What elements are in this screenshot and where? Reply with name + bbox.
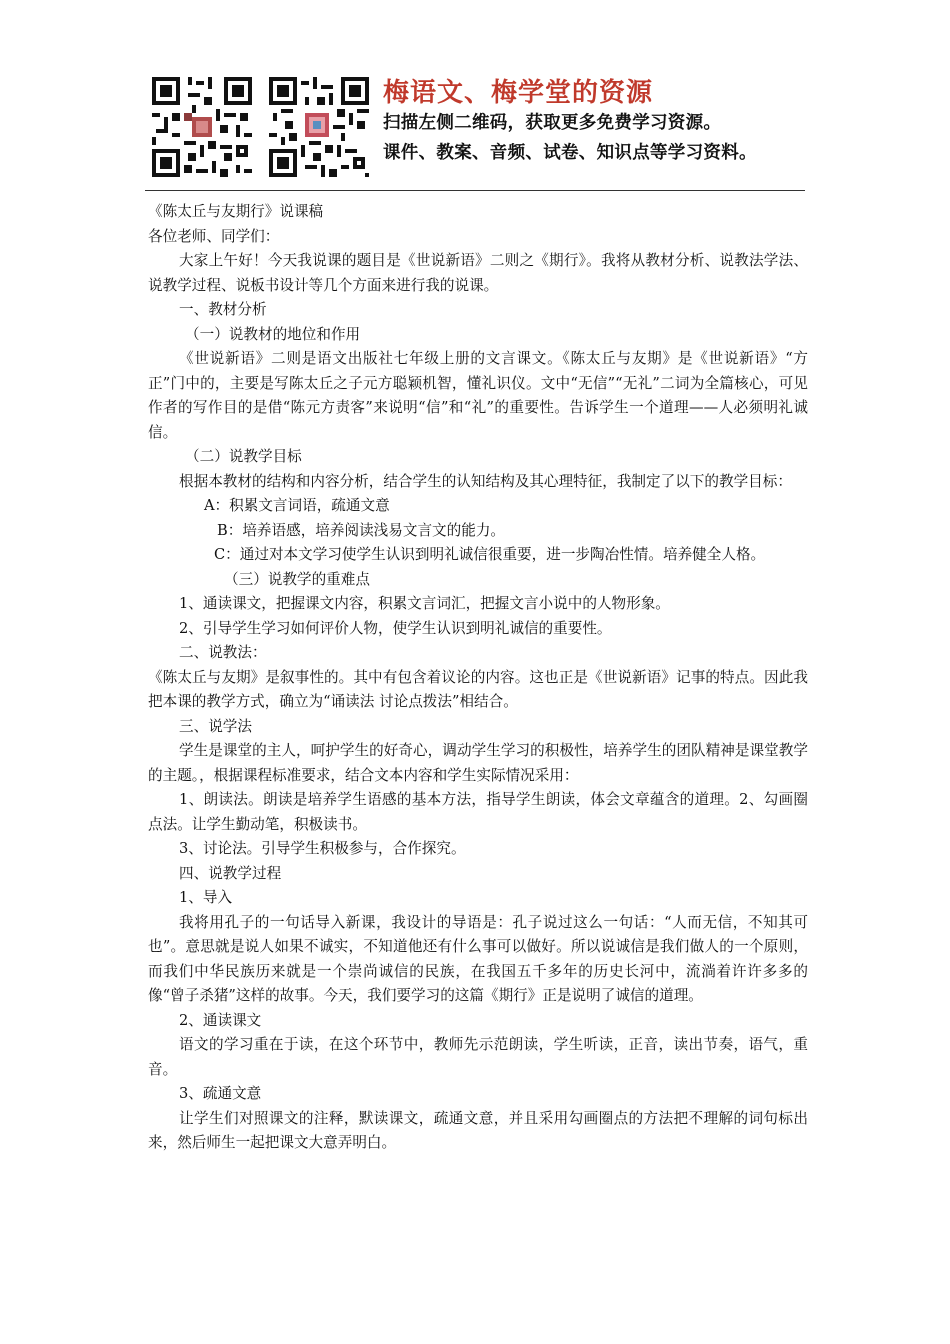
intro-paragraph: 大家上午好！今天我说课的题目是《世说新语》二则之《期行》。我将从教材分析、说教法学法、说教学过程、说板书设计等几个方面来进行我的说课。: [148, 252, 808, 294]
goal-b: B：培养语感，培养阅读浅易文言文的能力。: [217, 521, 506, 539]
method-3: 3、讨论法。引导学生积极参与，合作探究。: [179, 840, 466, 857]
process-3-paragraph: 让学生们对照课文的注释，默读课文，疏通文意，并且采用勾画圈点的方法把不理解的词句标出来，然后师生一起把课文大意弄明白。: [148, 1109, 808, 1151]
goal-c: C：通过对本文学习使学生认识到明礼诚信很重要，进一步陶冶性情。培养健全人格。: [214, 546, 766, 563]
goal-a: A：积累文言词语，疏通文意: [204, 497, 390, 514]
qr-code-icon: [148, 73, 256, 181]
header-divider: [145, 190, 805, 191]
process-3-heading: 3、疏通文意: [179, 1085, 262, 1102]
process-2-paragraph: 语文的学习重在于读，在这个环节中，教师先示范朗读，学生听读，正音，读出节奏，语气，重音。: [148, 1036, 808, 1078]
section-1-heading: 一、教材分析: [179, 301, 267, 318]
method-1-2: 1、朗读法。朗读是培养学生语感的基本方法，指导学生朗读，体会文章蕴含的道理。2、勾画圈点法。让学生勤动笔，积极读书。: [148, 791, 808, 833]
qr-code-right[interactable]: [265, 73, 373, 181]
section-2-heading: 二、说教法：: [179, 644, 267, 661]
header-banner: [145, 70, 805, 188]
brand-title: 梅语文、梅学堂的资源: [383, 78, 654, 108]
process-1-paragraph: 我将用孔子的一句话导入新课，我设计的导语是：孔子说过这么一句话：“人而无信，不知其可也”。意思就是说人如果不诚实，不知道他还有什么事可以做好。所以说诚信是我们做人的一个原则，而我们中华民族历来就是一个崇尚诚信的民族，在我国五千多年的历史长河中，流淌着许许多多的像“曾子杀猪”这样的故事。今天，我们要学习的这篇《期行》正是说明了诚信的道理。: [148, 913, 808, 1004]
greeting: 各位老师、同学们：: [148, 227, 280, 245]
brand-line-1: 扫描左侧二维码，获取更多免费学习资源。: [383, 113, 722, 133]
qr-code-left[interactable]: [148, 73, 256, 181]
doc-title: 《陈太丘与友期行》说课稿: [148, 203, 324, 220]
document-body: [148, 200, 808, 1156]
brand-line-2: 课件、教案、音频、试卷、知识点等学习资料。: [383, 143, 757, 163]
section-4-heading: 四、说教学过程: [179, 864, 282, 882]
section-3-paragraph: 学生是课堂的主人，呵护学生的好奇心，调动学生学习的积极性，培养学生的团队精神是课堂教学的主题。，根据课程标准要求，结合文本内容和学生实际情况采用：: [148, 742, 808, 784]
key-point-2: 2、引导学生学习如何评价人物，使学生认识到明礼诚信的重要性。: [179, 619, 612, 637]
section-1-2-paragraph: 根据本教材的结构和内容分析，结合学生的认知结构及其心理特征，我制定了以下的教学目标：: [179, 472, 792, 490]
section-1-1-heading: （一）说教材的地位和作用: [185, 325, 361, 343]
process-1-heading: 1、导入: [179, 889, 233, 906]
process-2-heading: 2、通读课文: [179, 1011, 262, 1029]
section-2-paragraph: 《陈太丘与友期》是叙事性的。其中有包含着议论的内容。这也正是《世说新语》记事的特点。因此我把本课的教学方式，确立为“诵读法 讨论点拨法”相结合。: [148, 668, 808, 710]
section-3-heading: 三、说学法: [179, 717, 252, 735]
section-1-2-heading: （二）说教学目标: [185, 448, 302, 465]
section-1-1-paragraph: 《世说新语》二则是语文出版社七年级上册的文言课文。《陈太丘与友期》是《世说新语》“方正”门中的，主要是写陈太丘之子元方聪颖机智，懂礼识仪。文中“无信”“无礼”二词为全篇核心，可见作者的写作目的是借“陈元方责客”来说明“信”和“礼”的重要性。告诉学生一个道理——人必须明礼诚信。: [148, 350, 808, 441]
qr-code-icon: [265, 73, 373, 181]
section-1-3-heading: （三）说教学的重难点: [224, 570, 370, 588]
key-point-1: 1、通读课文，把握课文内容，积累文言词汇，把握文言小说中的人物形象。: [179, 595, 670, 612]
brand-block: [383, 70, 813, 168]
